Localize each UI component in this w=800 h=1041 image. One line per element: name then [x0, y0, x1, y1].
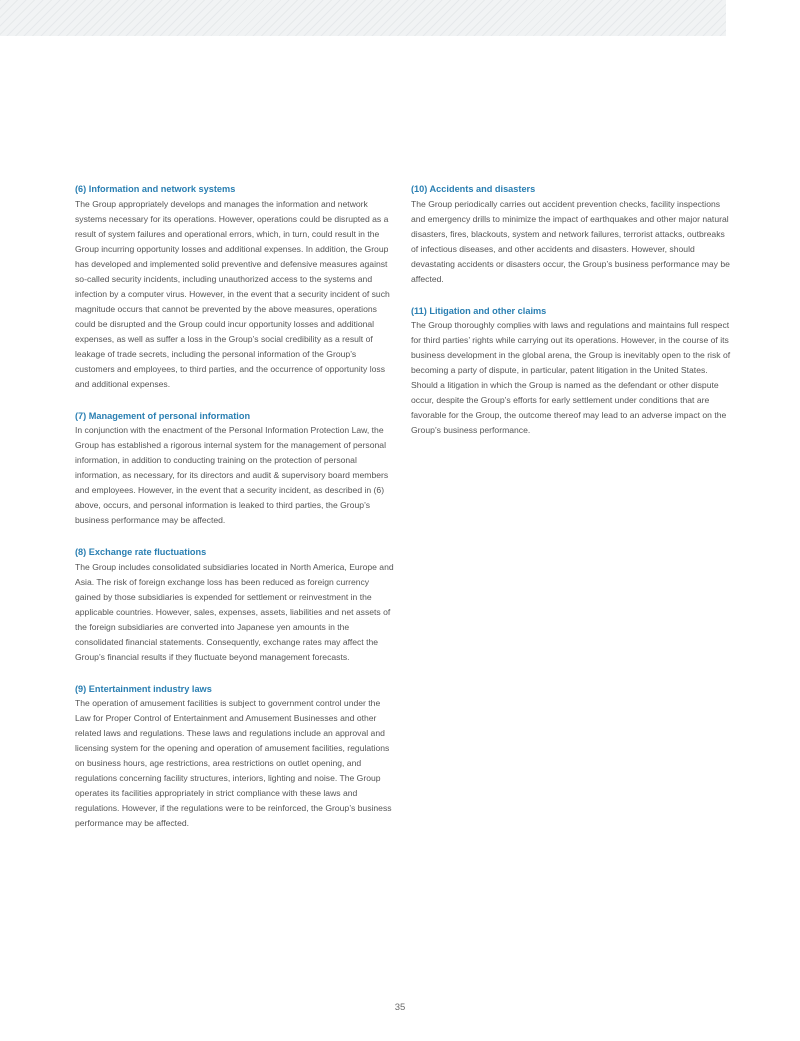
page-number: 35	[394, 1002, 406, 1013]
section-body: The Group appropriately develops and manages the information and network systems necessary for its operations. However, operations could be disrupted as a result of system failures and operational errors, which, in turn, could result in the Group incurring opportunity losses and additional expenses. In addition, the Group has developed and implemented solid preventive and defensive measures against so-called security incidents, including unauthorized access to the systems and infection by a computer virus. However, in the event that a security incident of such magnitude occurs that cannot be prevented by the above measures, operations could be disrupted and the Group could incur opportunity losses and additional expenses, as well as suffer a loss in the Group’s social credibility as a result of leakage of trade secrets, including the personal information of the Group’s customers and employees, to third parties, and the occurrence of opportunity loss and additional expenses.	[75, 198, 390, 389]
section-personal-information	[75, 410, 397, 529]
section-heading: (7) Management of personal information	[75, 410, 251, 421]
section-accidents-disasters	[411, 183, 733, 287]
section-entertainment-laws	[75, 683, 397, 832]
section-heading: (10) Accidents and disasters	[411, 184, 536, 194]
section-exchange-rate	[75, 546, 397, 665]
section-body: The Group thoroughly complies with laws and regulations and maintains full respect for third parties’ rights while carrying out its operations. However, in the course of its business development in the global arena, the Group is inevitably open to the risk of becoming a party of dispute, in particular, patent litigation in the United States. Should a litigation in which the Group is named as the defendant or other dispute occur, despite the Group’s efforts for early settlement under conditions that are favorable for the Group, the outcome thereof may lead to an adverse impact on the Group’s business performance.	[411, 320, 731, 435]
section-heading: (11) Litigation and other claims	[411, 305, 547, 316]
section-body: The Group periodically carries out accident prevention checks, facility inspections and emergency drills to minimize the impact of earthquakes and other major natural disasters, fires, blackouts, system and network failures, terrorist attacks, outbreaks of infectious diseases, and other accidents and disasters. However, should devastating accidents or disasters occur, the Group’s business performance may be affected.	[411, 198, 730, 284]
section-body: The operation of amusement facilities is subject to government control under the Law for Proper Control of Entertainment and Amusement Businesses and other related laws and regulations. These laws and regulations include an approval and licensing system for the opening and operation of amusement facilities, regulations on business hours, age restrictions, area restrictions on outlet opening, and regulations concerning facility structures, interiors, lighting and noise. The Group operates its facilities appropriately in strict compliance with these laws and regulations. However, if the regulations were to be reinforced, the Group’s business performance may be affected.	[75, 698, 392, 828]
section-heading: (6) Information and network systems	[75, 184, 236, 194]
decorative-header-band	[0, 0, 726, 36]
section-body: In conjunction with the enactment of the Personal Information Protection Law, the Group has established a rigorous internal system for the management of personal information, in addition to conducting training on the protection of personal information, as necessary, for its directors and audit & supervisory board members and employees. However, in the event that a security incident, as described in (6) above, occurs, and personal information is leaked to third parties, the Group’s business performance may be affected.	[75, 425, 389, 525]
right-column	[411, 183, 733, 456]
left-column	[75, 183, 397, 849]
section-information-network-systems	[75, 183, 397, 392]
section-litigation-claims	[411, 305, 733, 439]
section-heading: (9) Entertainment industry laws	[75, 683, 212, 694]
section-heading: (8) Exchange rate fluctuations	[75, 547, 207, 557]
section-body: The Group includes consolidated subsidiaries located in North America, Europe and Asia. The risk of foreign exchange loss has been reduced as foreign currency gained by those subsidiaries is expended for settlement or reinvestment in the applicable countries. However, sales, expenses, assets, liabilities and net assets of the foreign subsidiaries are converted into Japanese yen amounts in the consolidated financial statements. Consequently, exchange rates may affect the Group’s financial results if they fluctuate beyond management forecasts.	[75, 561, 394, 662]
